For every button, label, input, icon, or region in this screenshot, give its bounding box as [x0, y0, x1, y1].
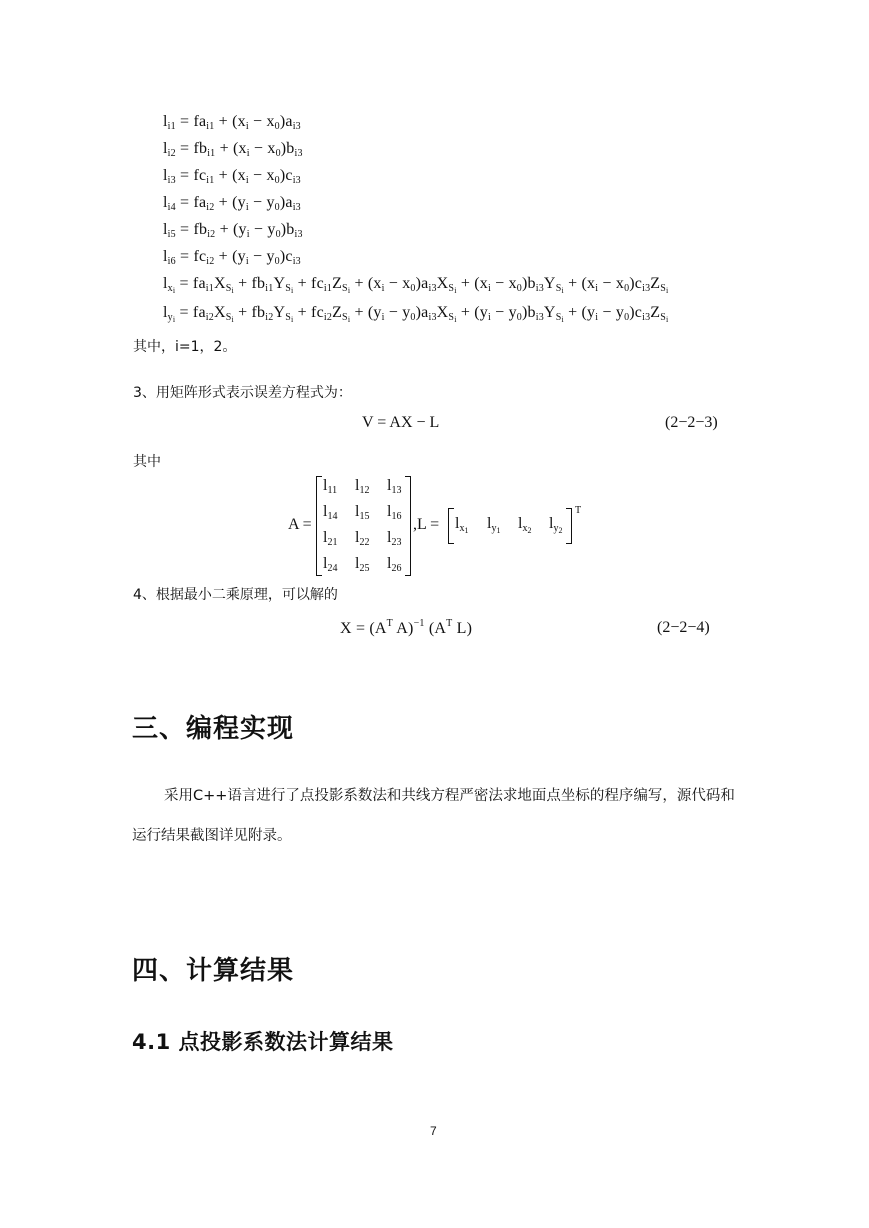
- error-equation: V = AX − L: [362, 414, 440, 431]
- matrix-a-cell: $l_{13}$: [387, 477, 402, 496]
- where-i-text: 其中，i=1，2。: [133, 339, 237, 355]
- matrix-a-cell: $l_{15}$: [355, 503, 370, 522]
- section-4-1-title: 4.1 点投影系数法计算结果: [132, 1030, 394, 1054]
- section-3-body: 采用C++语言进行了点投影系数法和共线方程严密法求地面点坐标的程序编写，源代码和运行结果截图详见附录。: [132, 788, 735, 844]
- vector-l-transpose: T: [575, 505, 582, 516]
- equation-l-i1: $l_{i1} = fa_{i1} + (x_i - x_0)a_{i3}$: [163, 113, 301, 132]
- matrix-a-cell: $l_{22}$: [355, 529, 370, 548]
- vector-l-left-bracket: [448, 508, 454, 544]
- section-4-title: 四、计算结果: [132, 956, 295, 986]
- vector-l-label: ,L =: [413, 516, 440, 533]
- solution-equation-number: (2−2−4): [657, 619, 710, 636]
- solution-equation: $X = (A^T$ A)$^{-1}$ ($A^T$ L): [340, 618, 473, 637]
- where-text: 其中: [133, 454, 161, 470]
- page-number: 7: [430, 1124, 437, 1138]
- matrix-a-cell: $l_{25}$: [355, 555, 370, 574]
- vector-l-right-bracket: [566, 508, 572, 544]
- equation-l-i6: $l_{i6} = fc_{i2} + (y_i - y_0)c_{i3}$: [163, 248, 301, 267]
- matrix-a-right-bracket: [405, 476, 411, 576]
- matrix-a-cell: $l_{12}$: [355, 477, 370, 496]
- section-3-title: 三、编程实现: [132, 714, 295, 744]
- matrix-a-cell: $l_{26}$: [387, 555, 402, 574]
- step4-text: 4、根据最小二乘原理，可以解的: [133, 587, 338, 603]
- vector-l-cell: $l_{x_1}$: [455, 515, 469, 535]
- equation-l-i5: $l_{i5} = fb_{i2} + (y_i - y_0)b_{i3}$: [163, 221, 303, 240]
- equation-l-i3: $l_{i3} = fc_{i1} + (x_i - x_0)c_{i3}$: [163, 167, 301, 186]
- matrix-a-cell: $l_{11}$: [323, 477, 338, 496]
- matrix-a-cell: $l_{14}$: [323, 503, 338, 522]
- equation-l-i4: $l_{i4} = fa_{i2} + (y_i - y_0)a_{i3}$: [163, 194, 301, 213]
- vector-l-cell: $l_{y_1}$: [487, 515, 501, 535]
- matrix-a-left-bracket: [316, 476, 322, 576]
- vector-l-cell: $l_{x_2}$: [518, 515, 532, 535]
- matrix-a-cell: $l_{24}$: [323, 555, 338, 574]
- equation-l-xi: $l_{x_i} = fa_{i1}X_{S_i} + fb_{i1}Y_{S_i} + fc_{i1}Z_{S_i} + (x_i - x_0)a_{i3}X_{S_i} + (x_i - x_0)b_{i3}Y_{S_i} + (x_i - x_0)c_{i3}Z_{S_i}$: [163, 275, 669, 295]
- equation-l-i2: $l_{i2} = fb_{i1} + (x_i - x_0)b_{i3}$: [163, 140, 303, 159]
- equation-l-yi: $l_{y_i} = fa_{i2}X_{S_i} + fb_{i2}Y_{S_i} + fc_{i2}Z_{S_i} + (y_i - y_0)a_{i3}X_{S_i} + (y_i - y_0)b_{i3}Y_{S_i} + (y_i - y_0)c_{i3}Z_{S_i}$: [163, 304, 669, 324]
- matrix-a-cell: $l_{16}$: [387, 503, 402, 522]
- error-equation-number: (2−2−3): [665, 414, 718, 431]
- vector-l-cell: $l_{y_2}$: [549, 515, 563, 535]
- matrix-a-cell: $l_{21}$: [323, 529, 338, 548]
- matrix-a-cell: $l_{23}$: [387, 529, 402, 548]
- step3-text: 3、用矩阵形式表示误差方程式为：: [133, 385, 352, 401]
- matrix-a-label: A =: [288, 516, 312, 533]
